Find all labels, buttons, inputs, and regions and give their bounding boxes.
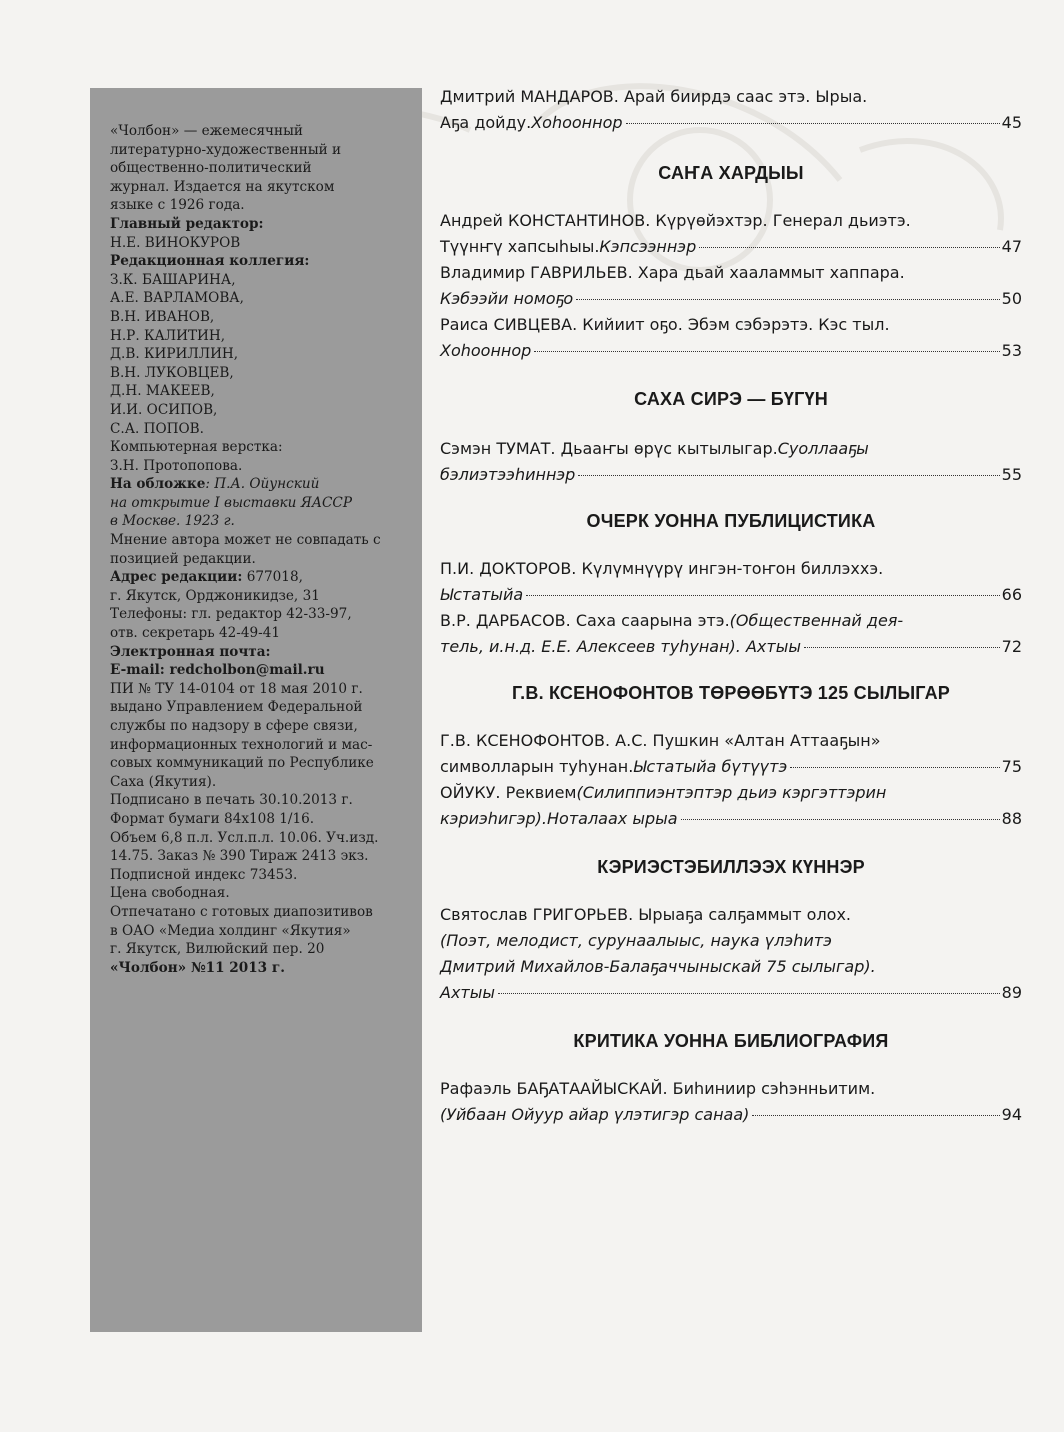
toc-entry[interactable] (440, 780, 1022, 832)
phone-line: Телефоны: гл. редактор 42-33-97, (110, 606, 352, 623)
email-label: Электронная почта: (110, 643, 271, 660)
entry-genre: Ахтыы (440, 983, 495, 1002)
toc-entry[interactable] (440, 84, 1022, 136)
toc-entry[interactable] (440, 208, 1022, 260)
license-line: информационных технологий и мас- (110, 736, 373, 753)
toc-entry[interactable] (440, 902, 1022, 1006)
entry-title: Рафаэль БАҔАТААЙЫСКАЙ. Биһиниир сэһэнньитим. (440, 1079, 876, 1098)
entry-title: Раиса СИВЦЕВА. Кийиит оҕо. Эбэм сэбэрэтэ. Кэс тыл. (440, 315, 890, 334)
printed-line: Отпечатано с готовых диапозитивов (110, 903, 373, 920)
page-number: 94 (1001, 1105, 1022, 1124)
disclaimer-line: Мнение автора может не совпадать с (110, 532, 381, 549)
cover-label: На обложке (110, 476, 206, 493)
entry-title: П.И. ДОКТОРОВ. Күлүмнүүрү ингэн-тоҥон биллэххэ. (440, 559, 884, 578)
journal-description (110, 122, 404, 215)
license-line: выдано Управлением Федеральной (110, 699, 363, 716)
entry-genre: Суоллааҕы (777, 439, 869, 458)
table-of-contents (440, 84, 1022, 1128)
entry-genre: (Уйбаан Ойуур айар үлэтигэр санаа) (440, 1105, 750, 1124)
toc-entry[interactable] (440, 728, 1022, 780)
entry-genre: кэриэһигэр).Ноталаах ырыа (440, 809, 678, 828)
page-number: 47 (1001, 237, 1022, 256)
dot-leader (626, 123, 1000, 124)
entry-genre: Кэпсээннэр (599, 237, 697, 256)
entry-title: Дмитрий МАНДАРОВ. Арай биирдэ саас этэ. Ырыа. (440, 87, 868, 106)
section-heading: КРИТИКА УОННА БИБЛИОГРАФИЯ (573, 1031, 889, 1051)
license-line: ПИ № ТУ 14-0104 от 18 мая 2010 г. (110, 680, 363, 697)
license-info (110, 680, 404, 792)
page-number: 75 (1001, 757, 1022, 776)
address-line: 677018, (242, 569, 303, 586)
board-member: Д.Н. МАКЕЕВ, (110, 383, 215, 400)
dot-leader (804, 647, 1000, 648)
dot-leader (526, 595, 999, 596)
page-number: 72 (1001, 637, 1022, 656)
dot-leader (752, 1115, 999, 1116)
license-line: Саха (Якутия). (110, 773, 217, 790)
print-line: Цена свободная. (110, 885, 230, 902)
page-number: 66 (1001, 585, 1022, 604)
dot-leader (576, 299, 999, 300)
section-heading: Г.В. КСЕНОФОНТОВ ТӨРӨӨБҮТЭ 125 СЫЛЫГАР (512, 683, 950, 703)
entry-title: Андрей КОНСТАНТИНОВ. Күрүөйэхтэр. Генерал дьиэтэ. (440, 211, 911, 230)
opinion-disclaimer (110, 531, 404, 568)
imprint-sidebar (90, 88, 422, 1332)
disclaimer-line: позицией редакции. (110, 550, 256, 567)
entry-genre: Хоһооннор (440, 341, 532, 360)
dot-leader (699, 247, 999, 248)
printed-line: г. Якутск, Вилюйский пер. 20 (110, 941, 325, 958)
layout-credit (110, 438, 404, 475)
intro-line: общественно-политический (110, 160, 312, 177)
entry-title: Аҕа дойду. (440, 113, 532, 132)
cover-note (110, 475, 404, 531)
intro-line: «Чолбон» — ежемесячный (110, 123, 303, 139)
address-line: г. Якутск, Орджоникидзе, 31 (110, 587, 320, 604)
entry-genre: Ыстатыйа бүтүүтэ (633, 757, 788, 776)
board-member: Д.В. КИРИЛЛИН, (110, 346, 239, 363)
entry-title: Түүнҥү хапсыһыы. (440, 237, 600, 256)
print-line: Подписано в печать 30.10.2013 г. (110, 792, 353, 809)
toc-entry[interactable] (440, 608, 1022, 660)
dot-leader (498, 993, 1000, 994)
board-member: А.Е. ВАРЛАМОВА, (110, 290, 244, 307)
board-member: С.А. ПОПОВ. (110, 420, 204, 437)
board-member: В.Н. ИВАНОВ, (110, 308, 215, 325)
editor-name: Н.Е. ВИНОКУРОВ (110, 234, 241, 251)
intro-line: журнал. Издается на якутском (110, 178, 335, 195)
layout-label: Компьютерная верстка: (110, 439, 283, 456)
board-member: И.И. ОСИПОВ, (110, 401, 218, 418)
cover-line: на открытие I выставки ЯАССР (110, 494, 352, 511)
license-line: службы по надзору в сфере связи, (110, 718, 358, 734)
print-info (110, 791, 404, 903)
address-label: Адрес редакции: (110, 569, 243, 586)
print-line: 14.75. Заказ № 390 Тираж 2413 экз. (110, 848, 369, 865)
entry-title: Святослав ГРИГОРЬЕВ. Ырыаҕа салҕаммыт олох. (440, 905, 852, 924)
editorial-address (110, 568, 404, 642)
page-number: 89 (1001, 983, 1022, 1002)
entry-title: ОЙУКУ. Реквием (440, 783, 577, 802)
intro-line: языке с 1926 года. (110, 197, 245, 214)
print-line: Объем 6,8 п.л. Усл.п.л. 10.06. Уч.изд. (110, 829, 379, 846)
section-heading: ОЧЕРК УОННА ПУБЛИЦИСТИКА (586, 511, 876, 531)
dot-leader (681, 819, 1000, 820)
license-line: совых коммуникаций по Республике (110, 755, 374, 772)
printed-line: в ОАО «Медиа холдинг «Якутия» (110, 922, 351, 939)
entry-genre: Кэбээйи номоҕо (440, 289, 574, 308)
toc-entry[interactable] (440, 436, 1022, 488)
board-label: Редакционная коллегия: (110, 253, 310, 270)
cover-line: : П.А. Ойунский (205, 476, 320, 493)
toc-entry[interactable] (440, 260, 1022, 312)
section-heading: САХА СИРЭ — БҮГҮН (634, 389, 828, 409)
section-heading: САҤА ХАРДЫЫ (658, 163, 804, 183)
entry-genre: (Общественнай дея- (729, 611, 904, 630)
entry-genre: (Силиппиэнтэптэр дьиэ кэргэттэрин (576, 783, 887, 802)
entry-genre: Ыстатыйа (440, 585, 524, 604)
section-heading: КЭРИЭСТЭБИЛЛЭЭХ КҮННЭР (597, 857, 865, 877)
phone-line: отв. секретарь 42-49-41 (110, 625, 281, 642)
dot-leader (578, 475, 999, 476)
entry-genre: тель, и.н.д. Е.Е. Алексеев туһунан). Ахтыы (440, 637, 801, 656)
page-number: 53 (1001, 341, 1022, 360)
toc-entry[interactable] (440, 312, 1022, 364)
layout-name: З.Н. Протопопова. (110, 457, 243, 474)
entry-title: В.Р. ДАРБАСОВ. Саха саарына этэ. (440, 611, 730, 630)
entry-title: Сэмэн ТУМАТ. Дьааҥы өрүс кытылыгар. (440, 439, 778, 458)
entry-genre: Дмитрий Михайлов-Балаҕаччыныскай 75 сылыгар). (440, 957, 876, 976)
print-line: Формат бумаги 84х108 1/16. (110, 810, 315, 827)
page-number: 50 (1001, 289, 1022, 308)
page-number: 88 (1001, 809, 1022, 828)
entry-genre: Хоһооннор (531, 113, 623, 132)
page-number: 55 (1001, 465, 1022, 484)
issue-number (110, 959, 404, 978)
board-member: З.К. БАШАРИНА, (110, 271, 236, 288)
issue-label: «Чолбон» №11 2013 г. (110, 959, 285, 976)
board-member: Н.Р. КАЛИТИН, (110, 327, 226, 344)
page-number: 45 (1001, 113, 1022, 132)
toc-entry[interactable] (440, 1076, 1022, 1128)
cover-line: в Москве. 1923 г. (110, 513, 235, 530)
editorial-board (110, 252, 404, 438)
entry-genre: бэлиэтээһиннэр (440, 465, 576, 484)
dot-leader (790, 767, 999, 768)
printing-house (110, 903, 404, 959)
print-line: Подписной индекс 73453. (110, 866, 298, 883)
chief-editor (110, 215, 404, 252)
intro-line: литературно-художественный и (110, 141, 342, 158)
entry-title: Г.В. КСЕНОФОНТОВ. А.С. Пушкин «Алтан Аттааҕын» (440, 731, 881, 750)
dot-leader (534, 351, 999, 352)
email-address[interactable]: E-mail: redcholbon@mail.ru (110, 662, 325, 679)
editor-label: Главный редактор: (110, 215, 264, 232)
email-block (110, 643, 404, 680)
toc-entry[interactable] (440, 556, 1022, 608)
entry-genre: (Поэт, мелодист, сурунаалыыс, наука үлэһитэ (440, 931, 832, 950)
board-member: В.Н. ЛУКОВЦЕВ, (110, 364, 234, 381)
entry-title: символларын туһунан. (440, 757, 634, 776)
entry-title: Владимир ГАВРИЛЬЕВ. Хара дьай хааламмыт хаппара. (440, 263, 905, 282)
